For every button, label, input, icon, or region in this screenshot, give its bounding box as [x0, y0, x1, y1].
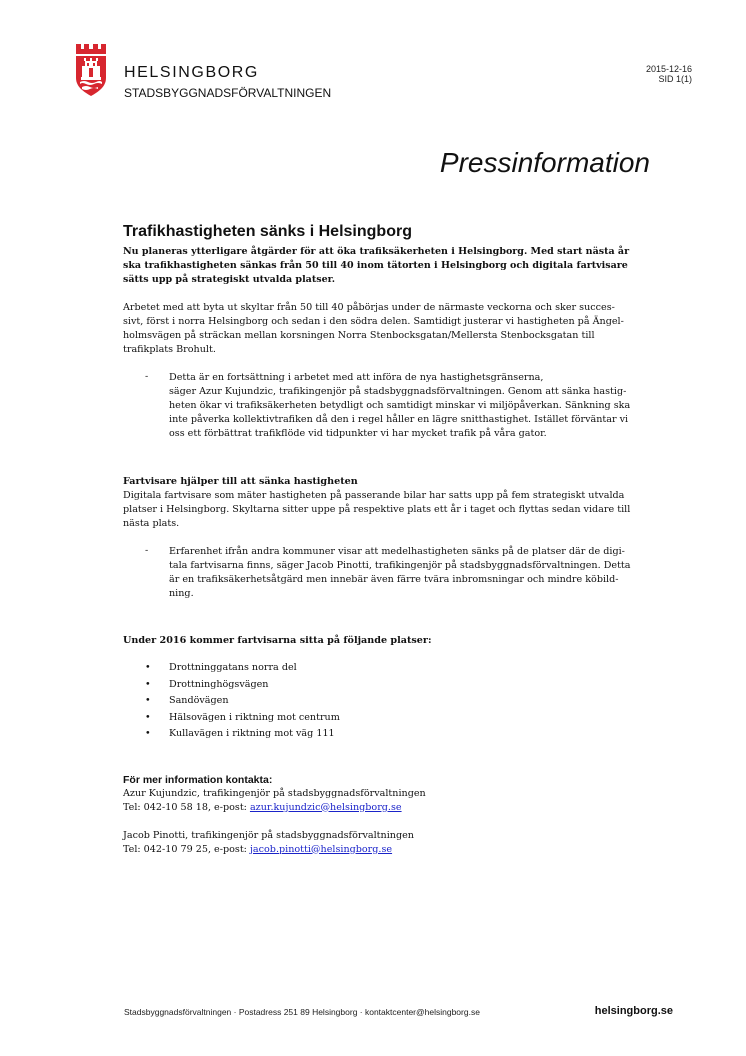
press-release-body: [123, 223, 651, 857]
quote-line: heten ökar vi trafiksäkerheten betydligt och samtidigt minskar vi miljöpåverkan. Sänkning ska: [169, 400, 631, 411]
organization-name: HELSINGBORG: [124, 64, 259, 81]
document-type-title: Pressinformation: [439, 147, 650, 178]
footer-address: Stadsbyggnadsförvaltningen · Postadress 251 89 Helsingborg · kontaktcenter@helsingborg.se: [124, 1007, 480, 1017]
locations-list: [123, 660, 651, 743]
quote-line: Erfarenhet ifrån andra kommuner visar att medelhastigheten sänks på de platser där de digi-: [169, 546, 625, 557]
quote-line: säger Azur Kujundzic, trafikingenjör på stadsbyggnadsförvaltningen. Genom att sänka hastig-: [169, 386, 627, 397]
list-item: • Hälsovägen i riktning mot centrum: [145, 710, 651, 727]
lead-line: sätts upp på strategiskt utvalda platser.: [123, 274, 336, 285]
document-date: 2015-12-16: [645, 64, 692, 74]
section-heading: Fartvisare hjälper till att sänka hastigheten: [123, 476, 358, 487]
list-item: • Drottninghögsvägen: [145, 677, 651, 694]
paragraph-line: Digitala fartvisare som mäter hastigheten på passerande bilar har satts upp på fem strategiskt utvalda: [123, 490, 625, 501]
bullet-marker: •: [145, 711, 151, 723]
bullet-marker: •: [145, 678, 151, 690]
contact-section: [123, 773, 651, 857]
paragraph-line: trafikplats Brohult.: [123, 344, 216, 355]
page-number: SID 1(1): [658, 74, 692, 84]
paragraph-intro: [123, 301, 651, 357]
list-item: • Kullavägen i riktning mot väg 111: [145, 726, 651, 743]
city-crest-logo: [74, 44, 108, 96]
paragraph-line: Arbetet med att byta ut skyltar från 50 till 40 påbörjas under de närmaste veckorna och sker succes-: [123, 302, 615, 313]
contact-role: Azur Kujundzic, trafikingenjör på stadsbyggnadsförvaltningen: [123, 787, 426, 799]
document-meta: [646, 64, 692, 84]
email-link[interactable]: azur.kujundzic@helsingborg.se: [249, 801, 402, 813]
paragraph-line: nästa plats.: [123, 518, 180, 529]
bullet-marker: •: [145, 728, 151, 739]
lead-line: Nu planeras ytterligare åtgärder för att öka trafiksäkerheten i Helsingborg. Med start nästa år: [123, 246, 630, 257]
footer-website[interactable]: helsingborg.se: [594, 1005, 673, 1017]
quote-pinotti: [145, 545, 651, 601]
paragraph-line: holmsvägen på sträckan mellan korsningen Norra Stenbocksgatan/Mellersta Stenbocksgatan till: [123, 330, 595, 341]
quote-line: är en trafiksäkerhetsåtgärd men innebär även färre tvära inbromsningar och mindre köbild-: [169, 574, 619, 585]
quote-line: inte påverka kollektivtrafiken då den i regel håller en lägre snitthastighet. Istället förväntar vi: [169, 414, 629, 425]
section-heading: Under 2016 kommer fartvisarna sitta på följande platser:: [123, 635, 432, 646]
quote-dash-marker: -: [145, 371, 149, 382]
quote-line: tala fartvisarna finns, säger Jacob Pinotti, trafikingenjör på stadsbyggnadsförvaltningen. Detta: [169, 560, 631, 571]
email-link[interactable]: jacob.pinotti@helsingborg.se: [249, 843, 393, 855]
bullet-marker: •: [145, 695, 151, 706]
contact-heading: För mer information kontakta:: [123, 773, 273, 786]
quote-line: oss ett förbättrat trafikflöde vid tidpunkter vi har mycket trafik på våra gator.: [169, 428, 547, 439]
list-item: • Drottninggatans norra del: [145, 660, 651, 677]
list-item: • Sandövägen: [145, 693, 651, 710]
paragraph-line: sivt, först i norra Helsingborg och sedan i den södra delen. Samtidigt justerar vi hastigheten på Ängel-: [123, 316, 624, 327]
quote-kujundzic: [145, 371, 651, 441]
contact-phone: Tel: 042-10 58 18, e-post: azur.kujundzic@helsingborg.se: [123, 801, 402, 813]
article-title: Trafikhastigheten sänks i Helsingborg: [123, 223, 412, 240]
quote-line: ning.: [169, 588, 194, 599]
quote-line: Detta är en fortsättning i arbetet med att införa de nya hastighetsgränserna,: [169, 372, 544, 383]
department-name: STADSBYGGNADSFÖRVALTNINGEN: [124, 86, 332, 100]
paragraph-line: platser i Helsingborg. Skyltarna sitter uppe på respektive plats ett år i taget och flyttas sedan vidare till: [123, 504, 631, 515]
article-lead: [123, 245, 651, 287]
bullet-marker: •: [145, 662, 151, 673]
section-locations: [123, 634, 651, 743]
contact-role: Jacob Pinotti, trafikingenjör på stadsbyggnadsförvaltningen: [123, 829, 414, 841]
lead-line: ska trafikhastigheten sänkas från 50 till 40 inom tätorten i Helsingborg och digitala fartvisare: [123, 260, 628, 271]
contact-phone: Tel: 042-10 79 25, e-post: jacob.pinotti@helsingborg.se: [123, 843, 393, 855]
quote-dash-marker: -: [145, 545, 149, 556]
section-speed-displays: [123, 475, 651, 531]
